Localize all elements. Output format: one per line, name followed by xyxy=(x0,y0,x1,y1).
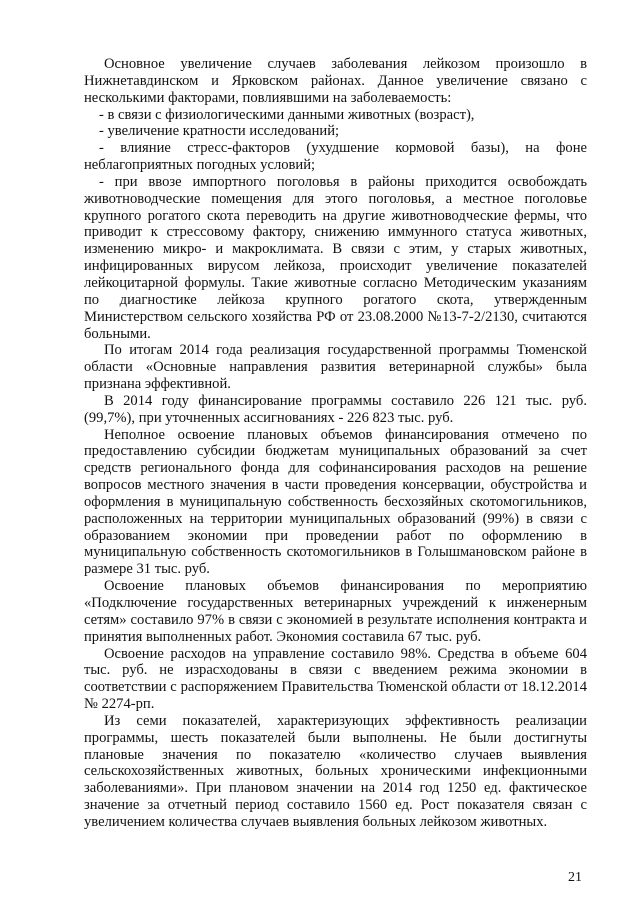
paragraph-leukosis-increase: Основное увеличение случаев заболевания лейкозом произошло в Нижнетавдинском и Ярковском районах. Данное увеличение связано с несколькими факторами, повлиявшими на заболеваемость: xyxy=(84,56,587,106)
bullet-stress-factors: - влияние стресс-факторов (ухудшение кормовой базы), на фоне неблагоприятных погодных условий; xyxy=(84,140,587,174)
bullet-import-livestock: - при ввозе импортного поголовья в районы приходится освобождать животноводческие помещения для этого поголовья, а местное поголовье крупного рогатого скота переводить на другие животноводческие фермы, что приводит к стрессовому фактору, снижению иммунного статуса животных, изменению микро- и макроклимата. В связи с этим, у старых животных, инфицированных вирусом лейкоза, происходит увеличение показателей лейкоцитарной формулы. Такие животные согласно Методическим указаниям по диагностике лейкоза крупного рогатого скота, утвержденным Министерством сельского хозяйства РФ от 23.08.2000 №13-7-2/2130, считаются больными. xyxy=(84,173,587,342)
bullet-physiological-data: - в связи с физиологическими данными животных (возраст), xyxy=(99,106,475,123)
bullet-research-frequency: - увеличение кратности исследований; xyxy=(99,123,340,140)
document-body xyxy=(84,56,587,831)
paragraph-management-expenses: Освоение расходов на управление составило 98%. Средства в объеме 604 тыс. руб. не израсходованы в связи с введением режима экономии в соответствии с распоряжением Правительства Тюменской области от 18.12.2014 № 2274-рп. xyxy=(84,645,587,713)
page-number: 21 xyxy=(568,870,582,885)
paragraph-indicators: Из семи показателей, характеризующих эффективность реализации программы, шесть показателей были выполнены. Не были достигнуты плановые значения по показателю «количество случаев выявления сельскохозяйственных животных, больных хроническими инфекционными заболеваниями». При плановом значении на 2014 год 1250 ед. фактическое значение за отчетный период составило 1560 ед. Рост показателя связан с увеличением количества случаев выявления больных лейкозом животных. xyxy=(84,712,587,830)
paragraph-incomplete-funding: Неполное освоение плановых объемов финансирования отмечено по предоставлению субсидии бюджетам муниципальных образований за счет средств регионального фонда для софинансирования расходов на решение вопросов местного значения в части проведения консервации, обустройства и оформления в муниципальную собственность бесхозяйных скотомогильников, расположенных на территории муниципальных образований (99%) в связи с образованием экономии при проведении работ по оформлению в муниципальную собственность скотомогильников в Голышмановском районе в размере 31 тыс. руб. xyxy=(84,426,587,578)
paragraph-engineering-networks: Освоение плановых объемов финансирования по мероприятию «Подключение государственных ветеринарных учреждений к инженерным сетям» составило 97% в связи с экономией в результате исполнения контракта и принятия выполненных работ. Экономия составила 67 тыс. руб. xyxy=(84,578,587,645)
paragraph-program-effective: По итогам 2014 года реализация государственной программы Тюменской области «Основные направления развития ветеринарной службы» была признана эффективной. xyxy=(84,342,587,393)
paragraph-funding-2014: В 2014 году финансирование программы составило 226 121 тыс. руб. (99,7%), при уточненных ассигнованиях - 226 823 тыс. руб. xyxy=(84,392,587,426)
